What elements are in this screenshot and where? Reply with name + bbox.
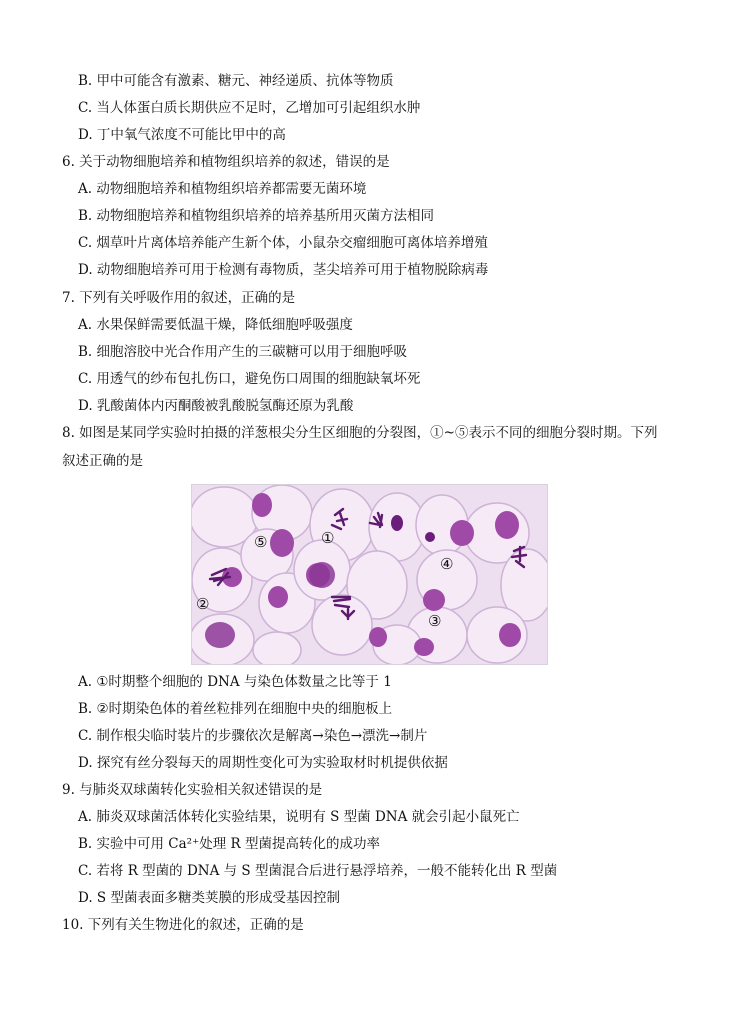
q7-option-c: C. 用透气的纱布包扎伤口，避免伤口周围的细胞缺氧坏死 bbox=[78, 371, 421, 387]
label-1: ① bbox=[321, 529, 335, 547]
q9-option-d: D. S 型菌表面多糖类荚膜的形成受基因控制 bbox=[78, 890, 340, 906]
q6-option-a: A. 动物细胞培养和植物组织培养都需要无菌环境 bbox=[78, 181, 367, 197]
q6-option-d: D. 动物细胞培养可用于检测有毒物质，茎尖培养可用于植物脱除病毒 bbox=[78, 262, 489, 278]
q7-stem: 7. 下列有关呼吸作用的叙述，正确的是 bbox=[62, 290, 296, 306]
q5-option-b: B. 甲中可能含有激素、糖元、神经递质、抗体等物质 bbox=[78, 73, 394, 89]
q9-option-a: A. 肺炎双球菌活体转化实验结果，说明有 S 型菌 DNA 就会引起小鼠死亡 bbox=[78, 809, 520, 825]
q7-option-d: D. 乳酸菌体内丙酮酸被乳酸脱氢酶还原为乳酸 bbox=[78, 398, 354, 414]
label-2: ② bbox=[196, 595, 210, 613]
q7-option-b: B. 细胞溶胶中光合作用产生的三碳糖可以用于细胞呼吸 bbox=[78, 344, 408, 360]
q8-stem-line1: 8. 如图是某同学实验时拍摄的洋葱根尖分生区细胞的分裂图，①~⑤表示不同的细胞分裂时期。下列 bbox=[62, 425, 658, 441]
q6-option-b: B. 动物细胞培养和植物组织培养的培养基所用灭菌方法相同 bbox=[78, 208, 435, 224]
q8-option-c: C. 制作根尖临时装片的步骤依次是解离→染色→漂洗→制片 bbox=[78, 728, 428, 744]
q10-stem: 10. 下列有关生物进化的叙述，正确的是 bbox=[62, 917, 304, 933]
q8-option-b: B. ②时期染色体的着丝粒排列在细胞中央的细胞板上 bbox=[78, 701, 393, 717]
onion-root-tip-micrograph bbox=[191, 484, 548, 665]
label-3: ③ bbox=[428, 612, 442, 630]
q5-option-d: D. 丁中氧气浓度不可能比甲中的高 bbox=[78, 127, 286, 143]
label-4: ④ bbox=[440, 555, 454, 573]
q8-stem-line2: 叙述正确的是 bbox=[62, 453, 143, 469]
q6-stem: 6. 关于动物细胞培养和植物组织培养的叙述，错误的是 bbox=[62, 154, 390, 170]
q7-option-a: A. 水果保鲜需要低温干燥，降低细胞呼吸强度 bbox=[78, 317, 353, 333]
q5-option-c: C. 当人体蛋白质长期供应不足时，乙增加可引起组织水肿 bbox=[78, 100, 421, 116]
q8-option-a: A. ①时期整个细胞的 DNA 与染色体数量之比等于 1 bbox=[78, 674, 392, 690]
q9-option-b: B. 实验中可用 Ca²⁺处理 R 型菌提高转化的成功率 bbox=[78, 836, 380, 852]
q9-stem: 9. 与肺炎双球菌转化实验相关叙述错误的是 bbox=[62, 782, 323, 798]
label-5: ⑤ bbox=[254, 533, 268, 551]
q9-option-c: C. 若将 R 型菌的 DNA 与 S 型菌混合后进行悬浮培养，一般不能转化出 R 型菌 bbox=[78, 863, 558, 879]
q8-option-d: D. 探究有丝分裂每天的周期性变化可为实验取材时机提供依据 bbox=[78, 755, 448, 771]
q6-option-c: C. 烟草叶片离体培养能产生新个体，小鼠杂交瘤细胞可离体培养增殖 bbox=[78, 235, 488, 251]
